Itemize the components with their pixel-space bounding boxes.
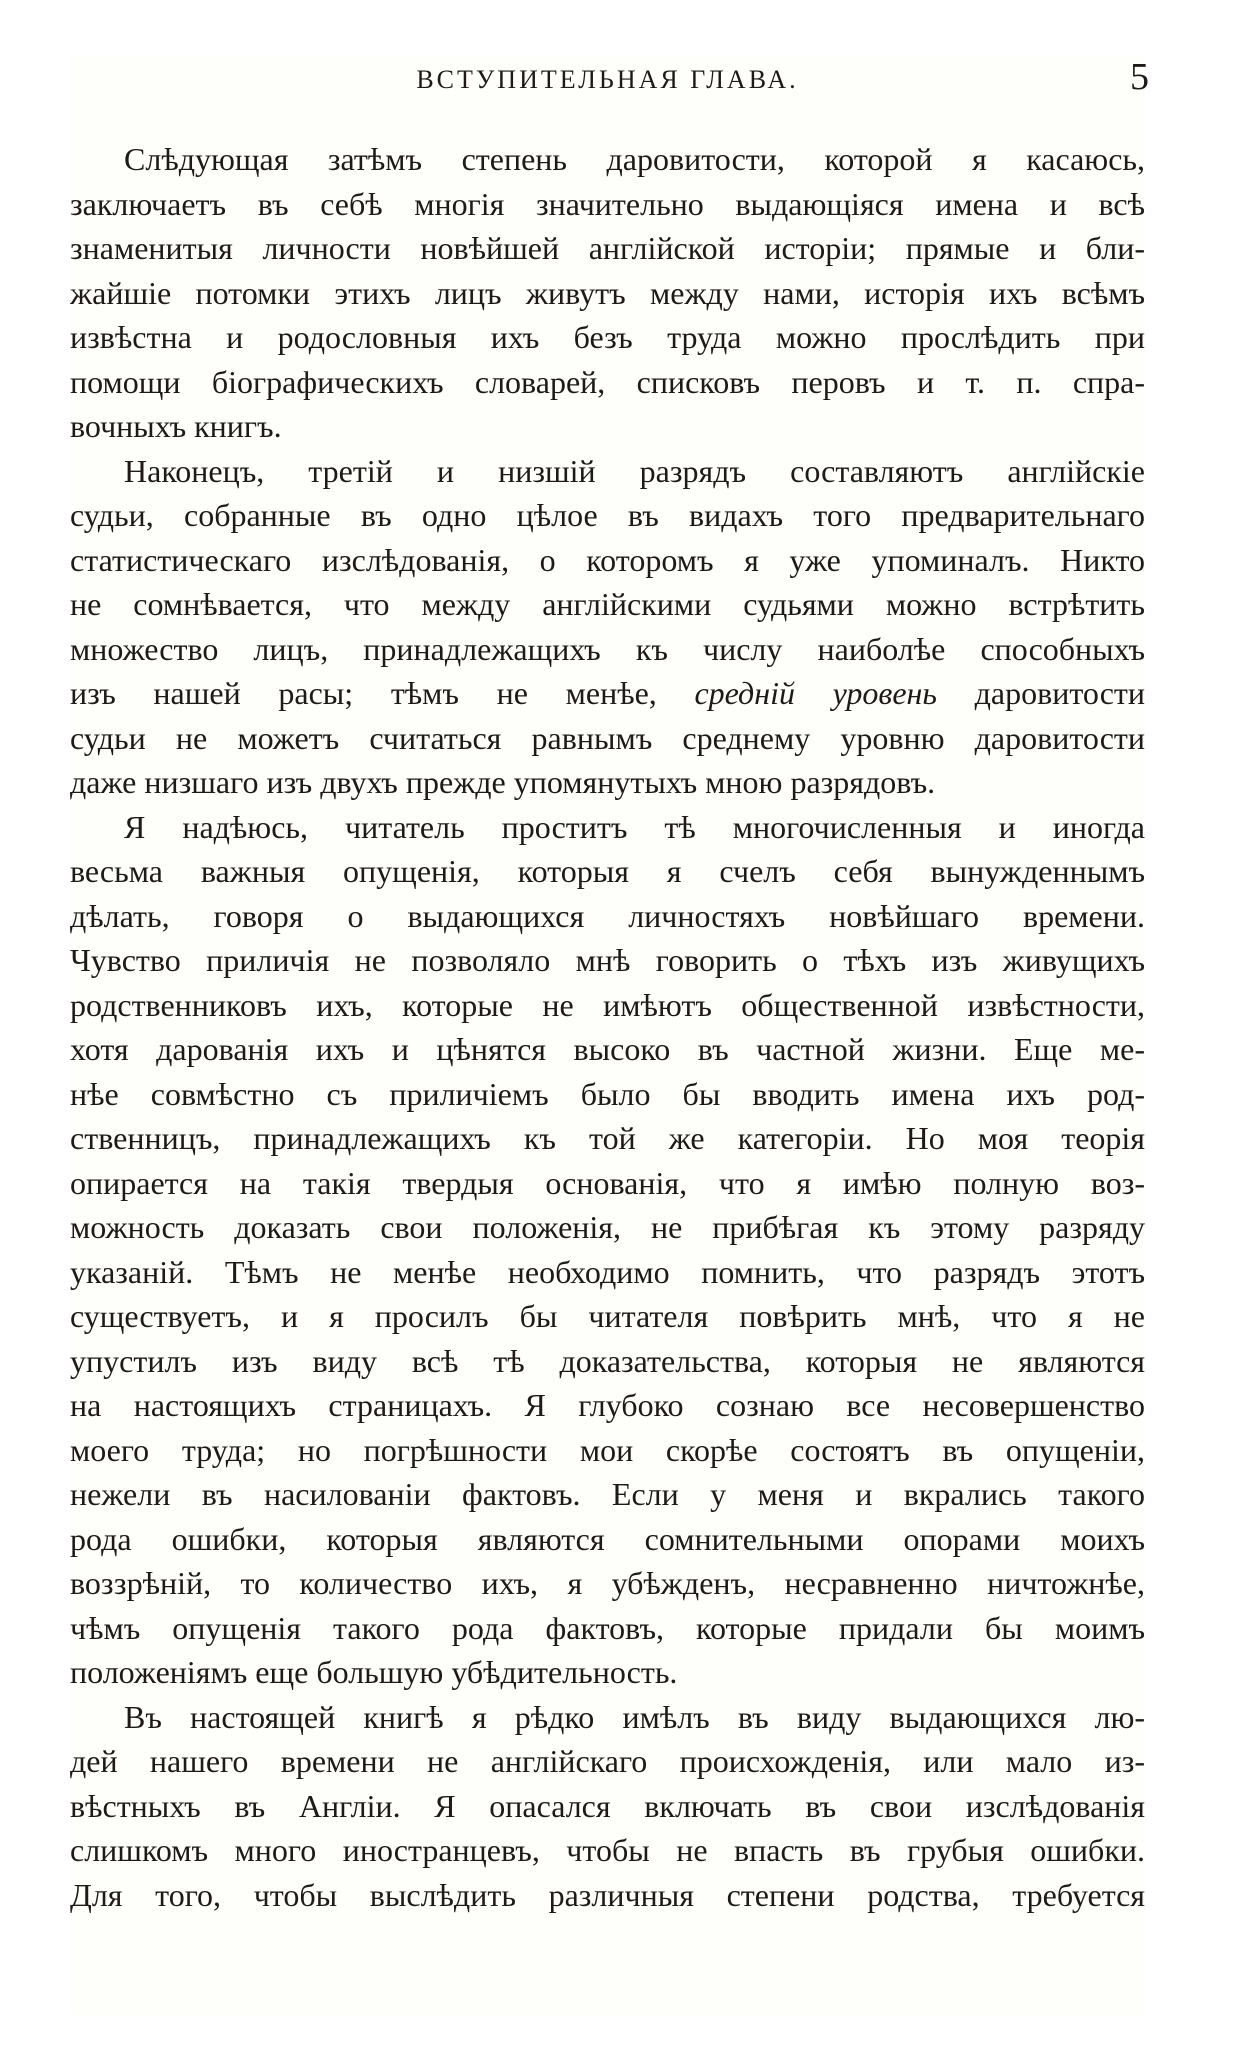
text-line: упустилъ изъ виду всѣ тѣ доказательства, которыя не являются	[70, 1342, 1145, 1379]
text-line: Чувство приличія не позволяло мнѣ говорить о тѣхъ изъ живущихъ	[70, 942, 1145, 978]
body-text	[70, 137, 1145, 1917]
text-line: существуетъ, и я просилъ бы читателя повѣрить мнѣ, что я не	[70, 1298, 1145, 1334]
text-line: нежели въ насилованіи фактовъ. Если у меня и вкрались такого	[70, 1476, 1145, 1512]
book-page	[70, 55, 1149, 2015]
text-line: заключаетъ въ себѣ многія значительно выдающіяся имена и всѣ	[70, 185, 1145, 222]
text-segment: даровитости	[974, 675, 1145, 711]
text-line: опирается на такія твердыя основанія, что я имѣю полную воз-	[70, 1164, 1145, 1201]
text-line: дѣлать, говоря о выдающихся личностяхъ новѣйшаго времени.	[70, 897, 1145, 934]
text-line: жайшіе потомки этихъ лицъ живутъ между нами, исторія ихъ всѣмъ	[70, 274, 1145, 311]
text-line: помощи біографическихъ словарей, списковъ перовъ и т. п. спра-	[70, 363, 1145, 400]
page-number: 5	[1130, 56, 1149, 98]
text-line: вочныхъ книгъ.	[70, 408, 282, 444]
text-line: на настоящихъ страницахъ. Я глубоко сознаю все несовершенство	[70, 1387, 1145, 1423]
text-line: Я надѣюсь, читатель проститъ тѣ многочисленныя и иногда	[124, 808, 1145, 845]
text-line: множество лицъ, принадлежащихъ къ числу наиболѣе способныхъ	[70, 630, 1145, 667]
text-line: воззрѣній, то количество ихъ, я убѣжденъ, несравненно ничтожнѣе,	[70, 1565, 1145, 1601]
text-line: родственниковъ ихъ, которые не имѣютъ общественной извѣстности,	[70, 986, 1145, 1023]
text-line: рода ошибки, которыя являются сомнительными опорами моихъ	[70, 1520, 1145, 1557]
text-line: статистическаго изслѣдованія, о которомъ я уже упоминалъ. Никто	[70, 541, 1145, 578]
text-line: извѣстна и родословныя ихъ безъ труда можно прослѣдить при	[70, 319, 1145, 355]
text-line: знаменитыя личности новѣйшей англійской исторіи; прямые и бли-	[70, 230, 1145, 266]
text-line: указаній. Тѣмъ не менѣе необходимо помнить, что разрядъ этотъ	[70, 1253, 1145, 1290]
text-line: Наконецъ, третій и низшій разрядъ составляютъ англійскіе	[124, 452, 1145, 489]
text-line: даже низшаго изъ двухъ прежде упомянутыхъ мною разрядовъ.	[70, 764, 936, 800]
text-line: Слѣдующая затѣмъ степень даровитости, которой я касаюсь,	[124, 141, 1145, 177]
text-line: Для того, чтобы выслѣдить различныя степени родства, требуется	[70, 1876, 1145, 1913]
text-line: слишкомъ много иностранцевъ, чтобы не впасть въ грубыя ошибки.	[70, 1832, 1145, 1868]
text-line: нѣе совмѣстно съ приличіемъ было бы вводить имена ихъ род-	[70, 1075, 1145, 1112]
text-line-mixed	[70, 671, 1145, 716]
text-line: дей нашего времени не англійскаго происхожденія, или мало из-	[70, 1743, 1145, 1779]
text-line: ственницъ, принадлежащихъ къ той же категоріи. Но моя теорія	[70, 1120, 1145, 1156]
text-line: Въ настоящей книгѣ я рѣдко имѣлъ въ виду выдающихся лю-	[124, 1698, 1145, 1735]
text-line: судьи не можетъ считаться равнымъ среднему уровню даровитости	[70, 719, 1145, 756]
running-title: ВСТУПИТЕЛЬНАЯ ГЛАВА.	[416, 65, 799, 94]
text-line: хотя дарованія ихъ и цѣнятся высоко въ частной жизни. Еще ме-	[70, 1031, 1145, 1067]
text-line: не сомнѣвается, что между англійскими судьями можно встрѣтить	[70, 586, 1145, 622]
text-line: судьи, собранные въ одно цѣлое въ видахъ того предварительнаго	[70, 497, 1145, 533]
text-line: моего труда; но погрѣшности мои скорѣе состоятъ въ опущеніи,	[70, 1431, 1145, 1468]
page-header	[70, 55, 1149, 125]
text-line: чѣмъ опущенія такого рода фактовъ, которые придали бы моимъ	[70, 1609, 1145, 1646]
text-line: весьма важныя опущенія, которыя я счелъ себя вынужденнымъ	[70, 853, 1145, 889]
text-line: положеніямъ еще большую убѣдительность.	[70, 1654, 678, 1690]
text-line: можность доказать свои положенія, не прибѣгая къ этому разряду	[70, 1209, 1145, 1245]
text-line: вѣстныхъ въ Англіи. Я опасался включать въ свои изслѣдованія	[70, 1787, 1145, 1824]
text-segment: изъ нашей расы; тѣмъ не менѣе,	[70, 675, 657, 711]
italic-emphasis: средній уровень	[694, 675, 937, 711]
